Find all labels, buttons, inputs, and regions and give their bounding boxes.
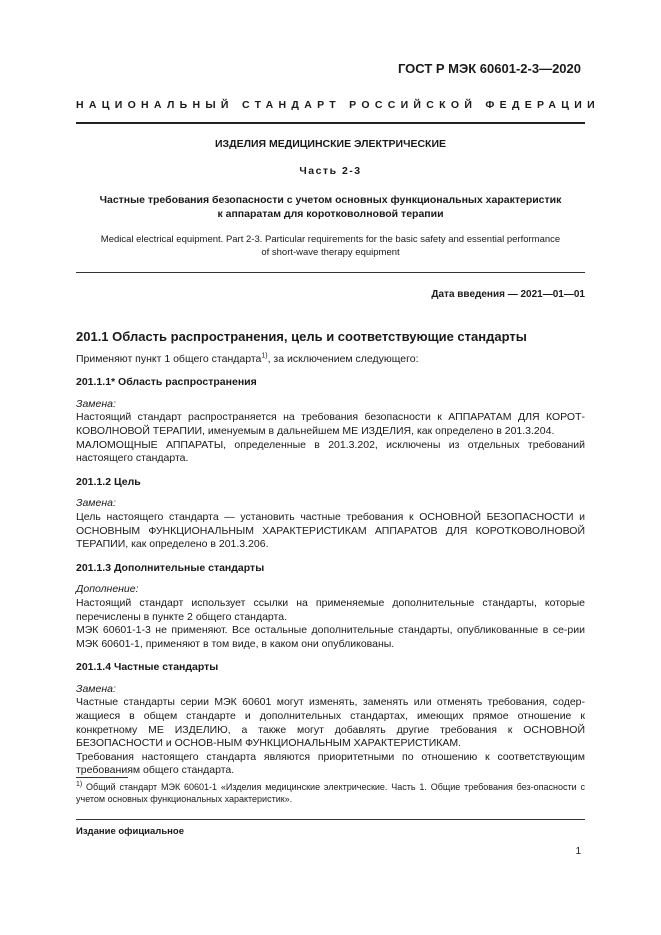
title-ru-subtitle-line1: Частные требования безопасности с учетом основных функциональных характеристик	[99, 194, 562, 206]
subsection-label: Замена:	[76, 397, 116, 410]
subsection-label: Замена:	[76, 682, 116, 695]
national-standard-heading: НАЦИОНАЛЬНЫЙ СТАНДАРТ РОССИЙСКОЙ ФЕДЕРАЦИИ	[76, 99, 600, 111]
paragraph: МАЛОМОЩНЫЕ АППАРАТЫ, определенные в 201.3.202, исключены из отдельных требований настоящего стандарта.	[76, 438, 585, 465]
footnote-ref: 1)	[261, 352, 268, 360]
paragraph: Настоящий стандарт использует ссылки на применяемые дополнительные стандарты, которые перечислены в пункте 2 общего стандарта.	[76, 596, 585, 623]
standard-code: ГОСТ Р МЭК 60601-2-3—2020	[397, 61, 581, 76]
title-en-line2: of short-wave therapy equipment	[261, 247, 400, 258]
edition-note: Издание официальное	[76, 826, 184, 837]
title-part: Часть 2-3	[299, 165, 362, 177]
subsection-label: Дополнение:	[76, 583, 139, 596]
title-en	[76, 233, 585, 259]
subsection-label: Замена:	[76, 497, 116, 510]
footnote-text: Общий стандарт МЭК 60601-1 «Изделия медицинские электрические. Часть 1. Общие требования без-опасности с учетом основных функциональных характеристик».	[76, 782, 585, 805]
title-ru-subtitle	[76, 193, 585, 221]
paragraph: Цель настоящего стандарта — установить частные требования к ОСНОВНОЙ БЕЗОПАСНОСТИ и ОСНОВНЫМ ФУНКЦИОНАЛЬНЫМ ХАРАКТЕРИСТИКАМ АППАРАТОВ ДЛЯ КОРОТКОВОЛНОВОЙ ТЕРАПИИ, как определено в 201.3.206.	[76, 510, 585, 551]
section-intro-text-end: , за исключением следующего:	[267, 352, 419, 365]
footnote-rule	[76, 777, 128, 778]
subsection-title-collateral: 201.1.3 Дополнительные стандарты	[76, 561, 265, 574]
paragraph: МЭК 60601-1-3 не применяют. Все остальные дополнительные стандарты, опубликованные в се-рии МЭК 60601-1, применяют в том виде, в каком они опубликованы.	[76, 624, 585, 650]
paragraph: Требования настоящего стандарта являются приоритетными по отношению к соответствующим требованиям общего стандарта.	[76, 750, 585, 777]
subsection-title-scope: 201.1.1* Область распространения	[76, 376, 257, 389]
title-ru-main: ИЗДЕЛИЯ МЕДИЦИНСКИЕ ЭЛЕКТРИЧЕСКИЕ	[214, 138, 447, 150]
main-content	[76, 330, 585, 778]
header-rule	[76, 122, 585, 124]
subsection-title-object: 201.1.2 Цель	[76, 475, 141, 488]
section-title: 201.1 Область распространения, цель и соответствующие стандарты	[76, 329, 527, 344]
footer-rule	[76, 819, 585, 820]
footnote-mark: 1)	[76, 781, 83, 788]
title-en-line1: Medical electrical equipment. Part 2-3. Particular requirements for the basic safety and essential performance	[100, 234, 561, 245]
section-intro-text: Применяют пункт 1 общего стандарта	[76, 352, 262, 365]
paragraph: Настоящий стандарт распространяется на требования безопасности к АППАРАТАМ ДЛЯ КОРОТ-КОВОЛНОВОЙ ТЕРАПИИ, именуемым в дальнейшем МЕ ИЗДЕЛИЯ, как определено в 201.3.204.	[76, 411, 585, 437]
paragraph: Частные стандарты серии МЭК 60601 могут изменять, заменять или отменять требования, содер-жащиеся в общем стандарте и дополнительных стандартах, имеющих прямое отношение к конкретному МЕ ИЗДЕЛИЮ, а также могут добавлять другие требования к ОСНОВНОЙ БЕЗОПАСНОСТИ и ОСНОВ-НЫМ ФУНКЦИОНАЛЬНЫМ ХАРАКТЕРИСТИКАМ.	[76, 696, 585, 750]
footnote	[76, 781, 585, 806]
section-intro	[76, 353, 585, 367]
subsection-title-particular: 201.1.4 Частные стандарты	[76, 661, 219, 674]
title-rule	[76, 272, 585, 273]
introduction-date: Дата введения — 2021—01—01	[431, 289, 585, 300]
page-number: 1	[575, 846, 581, 857]
title-ru-subtitle-line2: к аппаратам для коротковолновой терапии	[217, 208, 444, 220]
